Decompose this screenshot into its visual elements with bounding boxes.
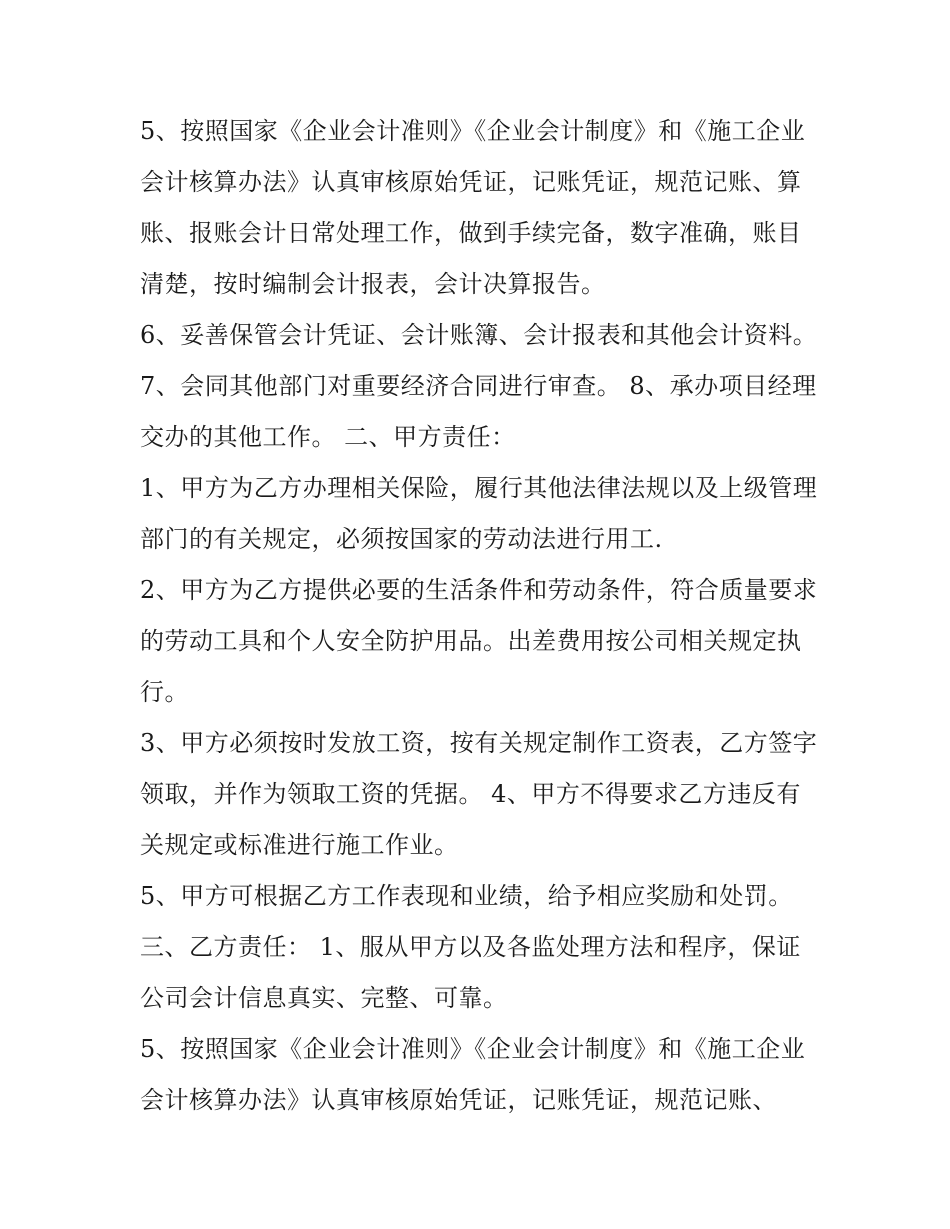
document-body (140, 106, 820, 1126)
paragraph-accounting-duty-5-repeat: 5、按照国家《企业会计准则》《企业会计制度》和《施工企业会计核算办法》认真审核原始凭证，记账凭证，规范记账、 (140, 1035, 806, 1114)
paragraph-party-a-duty-5: 5、甲方可根据乙方工作表现和业绩，给予相应奖励和处罚。 (140, 882, 793, 910)
paragraph-party-a-duty-2: 2、甲方为乙方提供必要的生活条件和劳动条件，符合质量要求的劳动工具和个人安全防护用品。出差费用按公司相关规定执行。 (140, 576, 818, 706)
paragraph-party-a-duty-1: 1、甲方为乙方办理相关保险，履行其他法律法规以及上级管理部门的有关规定，必须按国家的劳动法进行用工. (140, 474, 818, 553)
paragraph-accounting-duty-6-8: 6、妥善保管会计凭证、会计账簿、会计报表和其他会计资料。 7、会同其他部门对重要经济合同进行审查。 8、承办项目经理交办的其他工作。 二、甲方责任： (140, 321, 818, 451)
paragraph-accounting-duty-5: 5、按照国家《企业会计准则》《企业会计制度》和《施工企业会计核算办法》认真审核原始凭证，记账凭证，规范记账、算账、报账会计日常处理工作，做到手续完备，数字准确，账目清楚，按时编制会计报表，会计决算报告。 (140, 117, 806, 298)
paragraph-party-a-duty-3-4: 3、甲方必须按时发放工资，按有关规定制作工资表，乙方签字领取，并作为领取工资的凭据。 4、甲方不得要求乙方违反有关规定或标准进行施工作业。 (140, 729, 818, 859)
paragraph-party-b-duty-1: 三、乙方责任： 1、服从甲方以及各监处理方法和程序，保证公司会计信息真实、完整、可靠。 (140, 933, 801, 1012)
